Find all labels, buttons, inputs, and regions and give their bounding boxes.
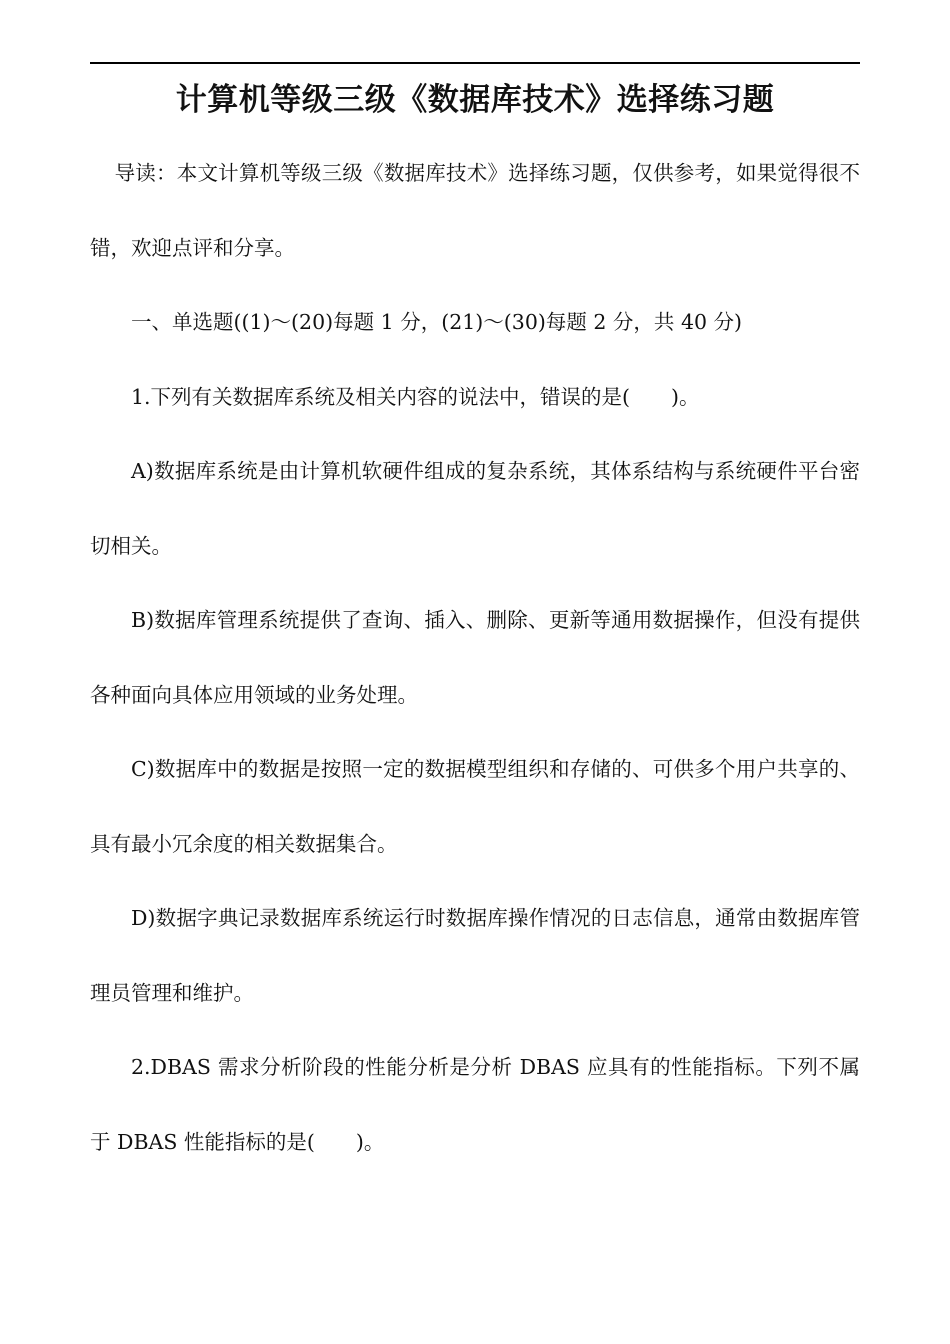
question-2-stem: 2.DBAS 需求分析阶段的性能分析是分析 DBAS 应具有的性能指标。下列不属于 DBAS 性能指标的是( )。 — [90, 1055, 860, 1154]
section-heading: 一、单选题((1)～(20)每题 1 分，(21)～(30)每题 2 分，共 40 分) — [131, 310, 743, 334]
question-1-option-d: D)数据字典记录数据库系统运行时数据库操作情况的日志信息，通常由数据库管理员管理和维护。 — [90, 906, 860, 1005]
question-1-option-a: A)数据库系统是由计算机软硬件组成的复杂系统，其体系结构与系统硬件平台密切相关。 — [90, 459, 860, 558]
question-1-option-c: C)数据库中的数据是按照一定的数据模型组织和存储的、可供多个用户共享的、具有最小冗余度的相关数据集合。 — [90, 757, 860, 856]
header-rule — [90, 62, 860, 64]
intro-paragraph: 导读：本文计算机等级三级《数据库技术》选择练习题，仅供参考，如果觉得很不错，欢迎点评和分享。 — [90, 161, 860, 260]
question-1-stem: 1.下列有关数据库系统及相关内容的说法中，错误的是( )。 — [131, 384, 700, 409]
question-1-option-b: B)数据库管理系统提供了查询、插入、删除、更新等通用数据操作，但没有提供各种面向具体应用领域的业务处理。 — [90, 608, 860, 707]
document-body — [90, 136, 860, 1179]
document-title: 计算机等级三级《数据库技术》选择练习题 — [175, 82, 775, 118]
